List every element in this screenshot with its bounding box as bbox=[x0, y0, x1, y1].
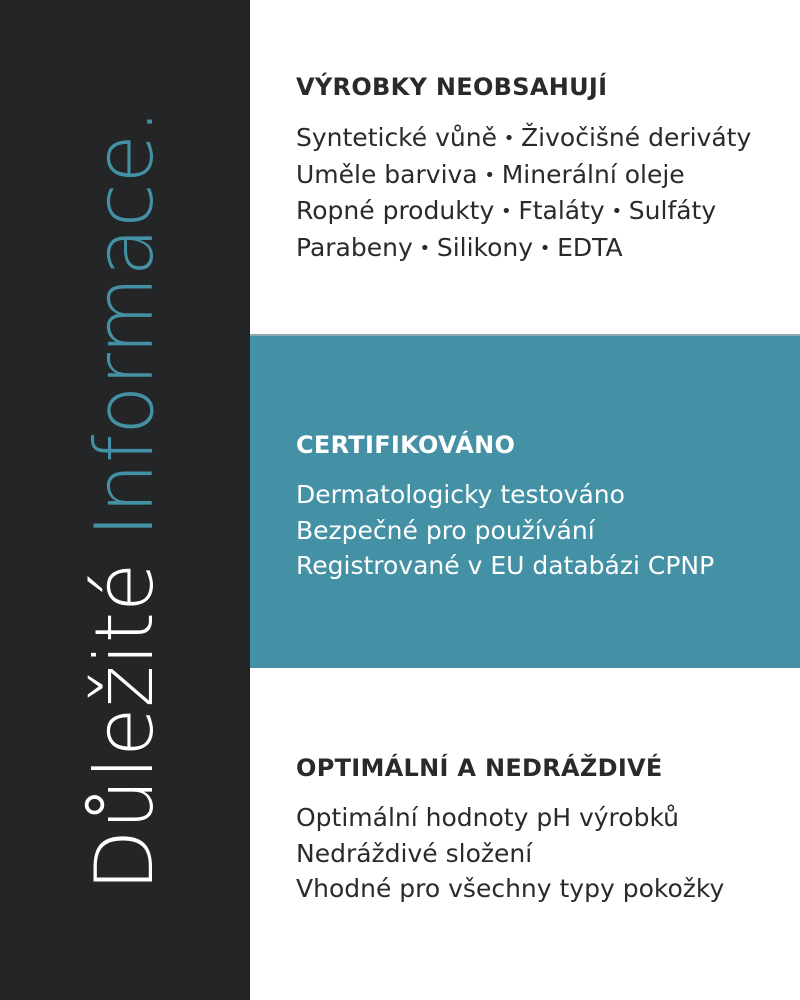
section-lines bbox=[296, 120, 751, 266]
list-item-text: Optimální hodnoty pH výrobků bbox=[296, 803, 679, 832]
list-item bbox=[296, 477, 714, 513]
section-lines bbox=[296, 800, 724, 907]
vertical-title bbox=[78, 108, 171, 892]
list-item-text: Ftaláty bbox=[518, 196, 605, 225]
list-item bbox=[296, 157, 751, 194]
list-item-text: Bezpečné pro používání bbox=[296, 515, 595, 545]
bullet-separator: • bbox=[605, 201, 628, 222]
bullet-separator: • bbox=[413, 237, 436, 259]
bullet-separator: • bbox=[478, 164, 501, 186]
list-item-text: Vhodné pro všechny typy pokožky bbox=[296, 874, 725, 903]
bullet-separator: • bbox=[534, 237, 557, 259]
section-lines bbox=[296, 477, 714, 584]
section-heading: OPTIMÁLNÍ A NEDRÁŽDIVÉ bbox=[296, 754, 663, 782]
list-item-text: Syntetické vůně bbox=[296, 123, 497, 152]
list-item bbox=[296, 548, 714, 584]
section-heading: CERTIFIKOVÁNO bbox=[296, 431, 516, 459]
list-item bbox=[296, 230, 751, 267]
list-item bbox=[296, 513, 714, 549]
bullet-separator: • bbox=[497, 128, 521, 149]
list-item-text: Živočišné deriváty bbox=[521, 123, 752, 152]
list-item-text: Uměle barviva bbox=[296, 159, 478, 189]
list-item bbox=[296, 836, 724, 872]
section-certified bbox=[250, 334, 800, 668]
list-item-text: Nedráždivé složení bbox=[296, 838, 533, 868]
list-item-text: Minerální oleje bbox=[501, 159, 685, 189]
list-item bbox=[296, 871, 724, 907]
list-item-text: Ropné produkty bbox=[296, 196, 495, 225]
list-item bbox=[296, 800, 724, 836]
sidebar bbox=[0, 0, 250, 1000]
list-item-text: Parabeny bbox=[296, 232, 413, 262]
section-heading: VÝROBKY NEOBSAHUJÍ bbox=[296, 73, 608, 101]
section-gentle bbox=[250, 668, 800, 1000]
list-item-text: Silikony bbox=[436, 232, 534, 262]
vertical-title-word-one: Důležité bbox=[78, 562, 171, 892]
vertical-title-word-two: Informace. bbox=[78, 108, 171, 538]
list-item-text: Sulfáty bbox=[628, 196, 717, 225]
bullet-separator: • bbox=[495, 201, 518, 222]
section-free-from bbox=[250, 0, 800, 334]
list-item bbox=[296, 120, 751, 157]
list-item bbox=[296, 193, 751, 230]
list-item-text: EDTA bbox=[557, 232, 623, 262]
list-item-text: Registrované v EU databázi CPNP bbox=[296, 551, 715, 580]
list-item-text: Dermatologicky testováno bbox=[296, 480, 625, 509]
